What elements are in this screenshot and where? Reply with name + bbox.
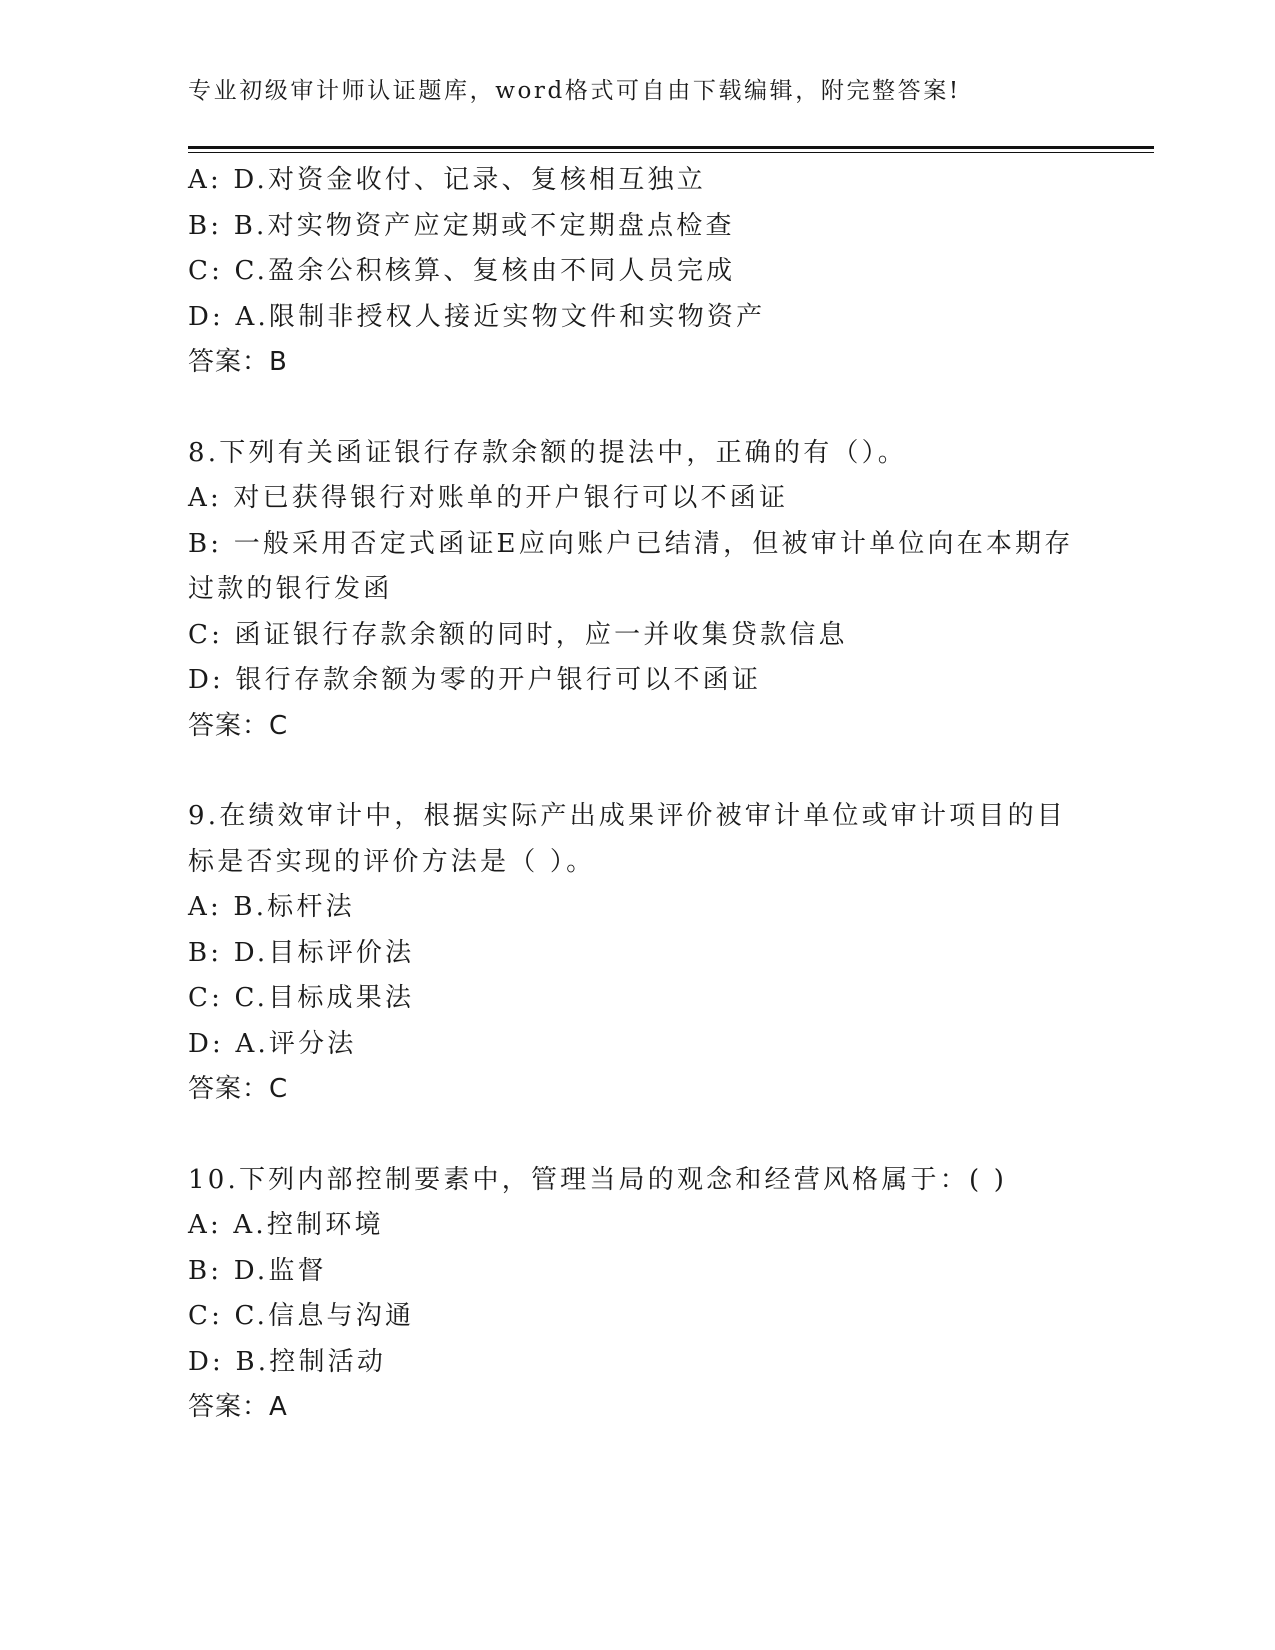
page-header: 专业初级审计师认证题库，word格式可自由下载编辑，附完整答案! bbox=[188, 78, 961, 104]
option-b: B: B.对实物资产应定期或不定期盘点检查 bbox=[188, 210, 735, 241]
option-d: D: A.评分法 bbox=[188, 1028, 357, 1059]
header-rule-thick bbox=[188, 146, 1154, 149]
option-b: B: D.监督 bbox=[188, 1255, 327, 1286]
question-text-continued: 标是否实现的评价方法是（ ）。 bbox=[188, 846, 596, 877]
question-8 bbox=[188, 431, 1088, 750]
question-9 bbox=[188, 794, 1088, 1113]
option-d: D: A.限制非授权人接近实物文件和实物资产 bbox=[188, 301, 766, 332]
option-a: A: B.标杆法 bbox=[188, 892, 355, 922]
option-b-continued: 过款的银行发函 bbox=[188, 574, 393, 604]
question-10 bbox=[188, 1158, 1088, 1431]
answer: 答案：B bbox=[188, 347, 288, 377]
option-b: B: 一般采用否定式函证E应向账户已结清，但被审计单位向在本期存 bbox=[188, 528, 1074, 559]
question-content bbox=[188, 158, 1088, 1431]
option-c: C: C.信息与沟通 bbox=[188, 1301, 415, 1331]
option-a: A: D.对资金收付、记录、复核相互独立 bbox=[188, 165, 706, 195]
answer: 答案：C bbox=[188, 710, 289, 741]
question-text: 9.在绩效审计中，根据实际产出成果评价被审计单位或审计项目的目 bbox=[188, 801, 1067, 831]
option-c: C: C.盈余公积核算、复核由不同人员完成 bbox=[188, 256, 736, 286]
question-text: 10.下列内部控制要素中，管理当局的观念和经营风格属于：( ) bbox=[188, 1164, 1008, 1195]
question-7 bbox=[188, 158, 1088, 386]
option-d: D: 银行存款余额为零的开户银行可以不函证 bbox=[188, 665, 762, 695]
option-c: C: C.目标成果法 bbox=[188, 983, 415, 1013]
option-d: D: B.控制活动 bbox=[188, 1346, 387, 1377]
option-a: A: 对已获得银行对账单的开户银行可以不函证 bbox=[188, 483, 789, 513]
question-text: 8.下列有关函证银行存款余额的提法中，正确的有（）。 bbox=[188, 437, 908, 468]
option-b: B: D.目标评价法 bbox=[188, 937, 415, 968]
option-a: A: A.控制环境 bbox=[188, 1210, 384, 1240]
option-c: C: 函证银行存款余额的同时，应一并收集贷款信息 bbox=[188, 619, 848, 650]
header-rule-thin bbox=[188, 152, 1154, 153]
answer: 答案：A bbox=[188, 1392, 288, 1422]
answer: 答案：C bbox=[188, 1074, 289, 1104]
